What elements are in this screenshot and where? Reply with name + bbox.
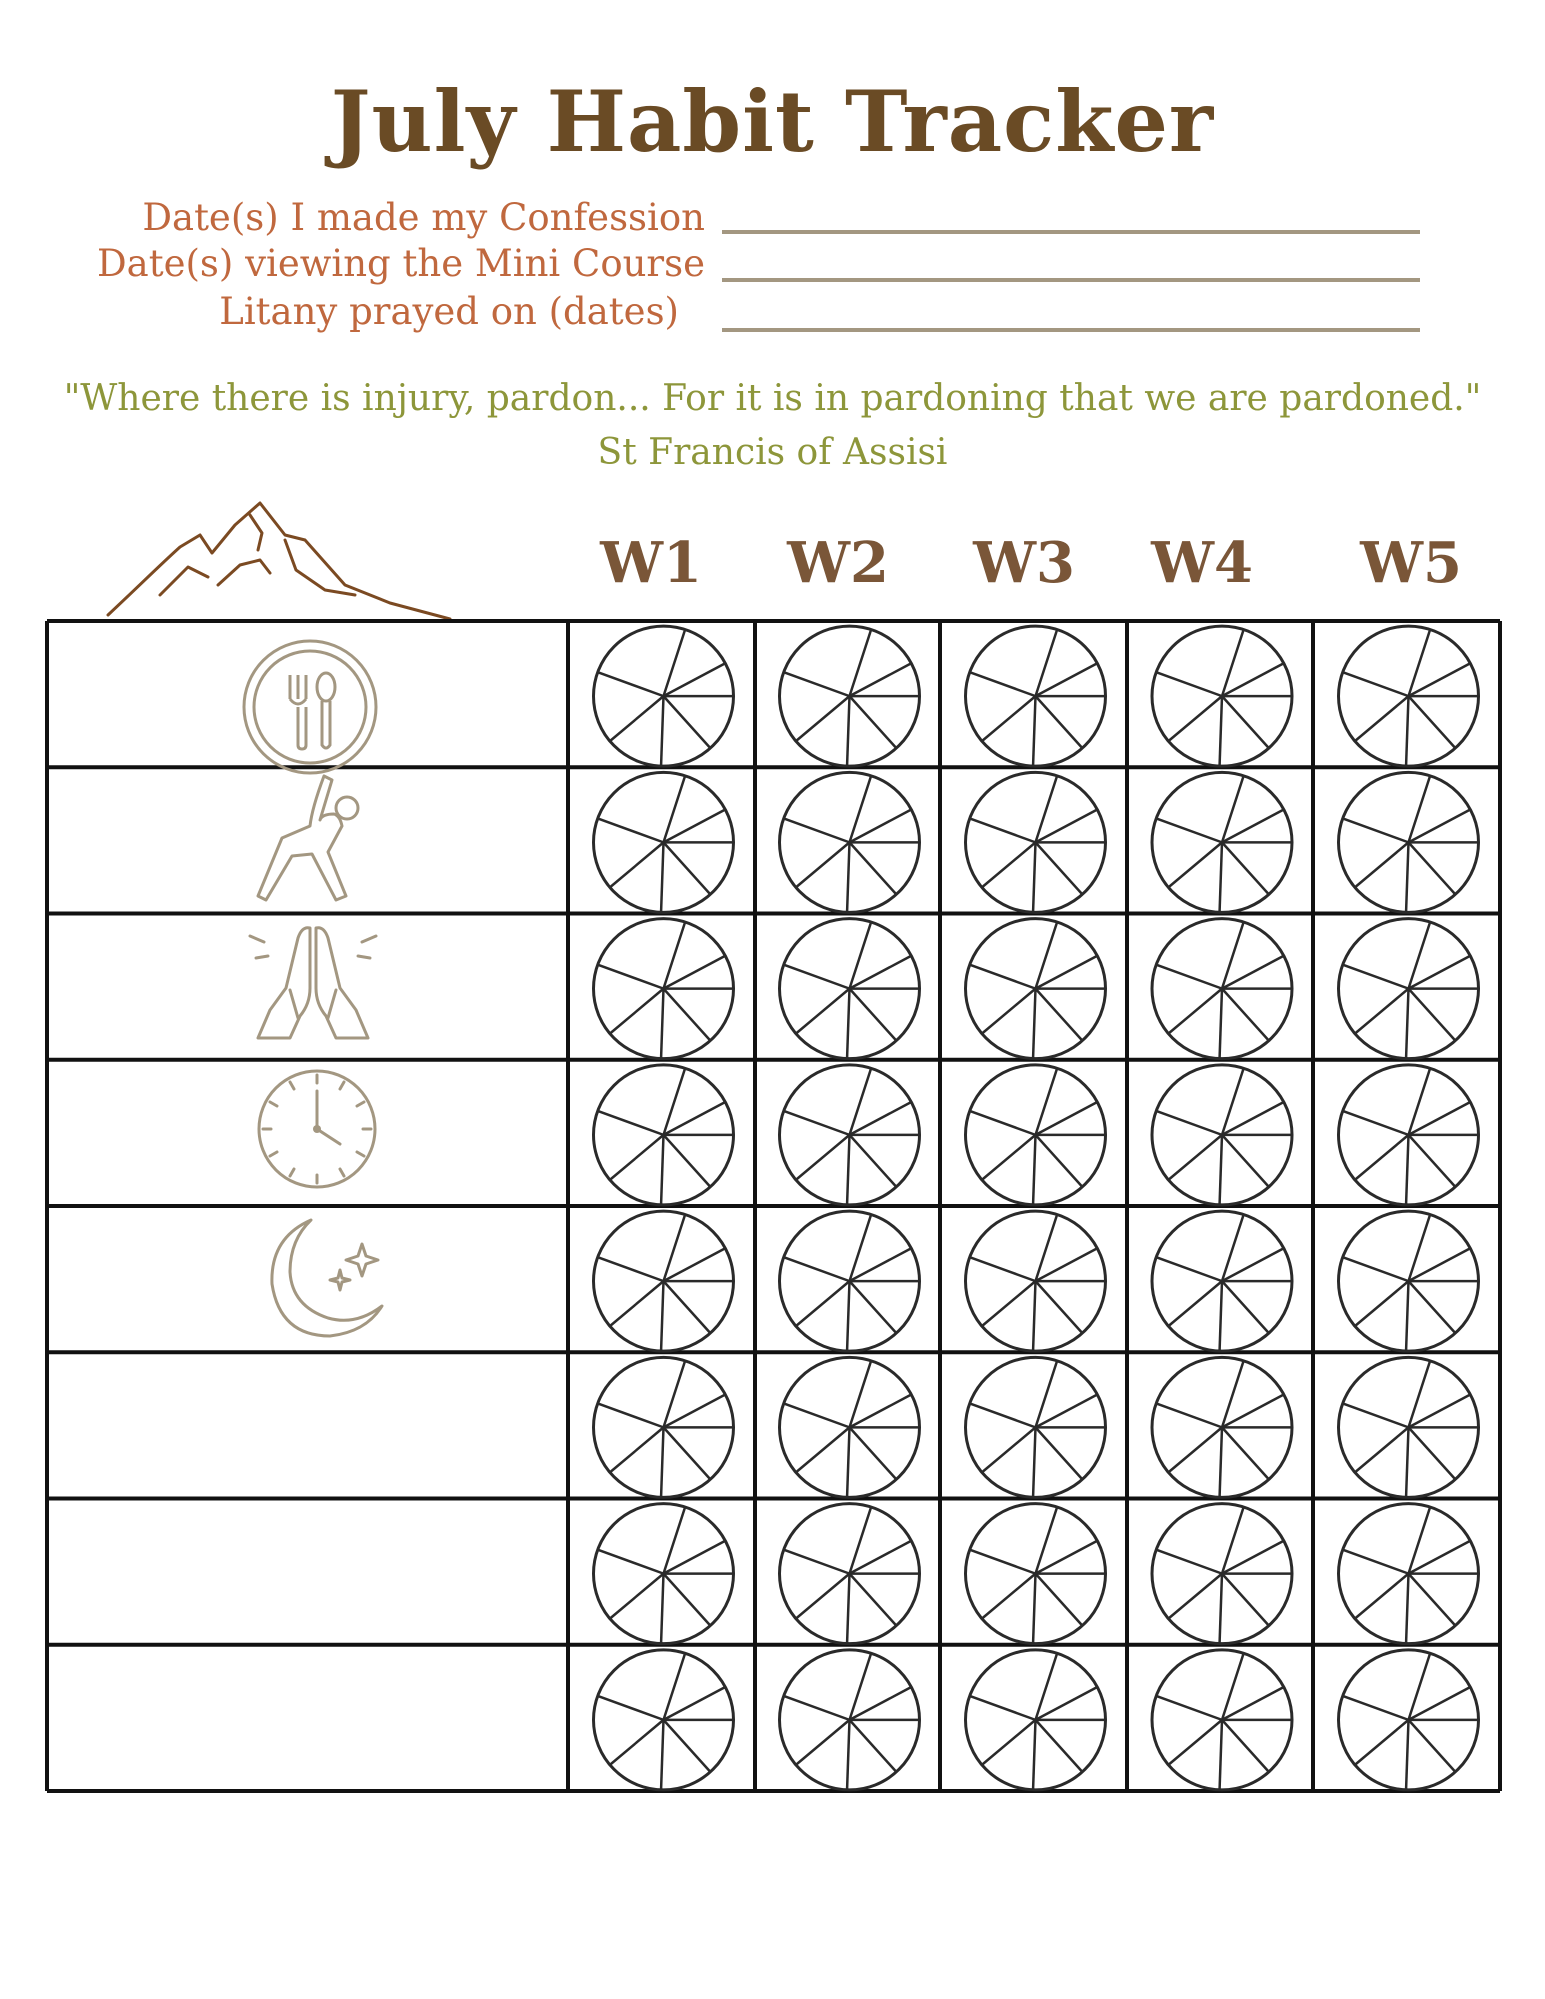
moon-stars-icon: [266, 1214, 396, 1344]
week-day-wheel[interactable]: [1152, 1211, 1292, 1351]
confession-date-label: Date(s) I made my Confession: [142, 196, 705, 239]
week-day-wheel[interactable]: [780, 1065, 920, 1205]
week-day-wheel[interactable]: [1339, 626, 1479, 766]
week-day-wheel[interactable]: [780, 919, 920, 1059]
quote-author: St Francis of Assisi: [597, 432, 948, 473]
week-day-wheel[interactable]: [1339, 1650, 1479, 1790]
week-day-wheel[interactable]: [966, 1504, 1106, 1644]
week-day-wheel[interactable]: [594, 772, 734, 912]
week-label-w5: W5: [1360, 530, 1462, 596]
week-day-wheel[interactable]: [594, 919, 734, 1059]
week-day-wheel[interactable]: [966, 626, 1106, 766]
week-day-wheel[interactable]: [966, 919, 1106, 1059]
plate-fork-spoon-icon: [240, 637, 380, 777]
week-day-wheel[interactable]: [966, 1211, 1106, 1351]
week-label-w4: W4: [1151, 530, 1253, 596]
week-day-wheel[interactable]: [966, 772, 1106, 912]
habit-name-cell[interactable]: [51, 1649, 564, 1787]
week-day-wheel[interactable]: [780, 626, 920, 766]
week-day-wheel[interactable]: [1339, 1211, 1479, 1351]
week-day-wheel[interactable]: [780, 1357, 920, 1497]
page-title: July Habit Tracker: [330, 72, 1215, 171]
week-day-wheel[interactable]: [780, 772, 920, 912]
week-day-wheel[interactable]: [966, 1650, 1106, 1790]
week-day-wheel[interactable]: [1339, 772, 1479, 912]
week-day-wheel[interactable]: [966, 1357, 1106, 1497]
week-day-wheel[interactable]: [780, 1650, 920, 1790]
week-label-w2: W2: [787, 530, 889, 596]
habit-name-cell[interactable]: [51, 1356, 564, 1494]
habit-name-cell[interactable]: [51, 1503, 564, 1641]
week-day-wheel[interactable]: [1339, 919, 1479, 1059]
clock-icon: [254, 1066, 380, 1192]
week-day-wheel[interactable]: [1339, 1504, 1479, 1644]
week-day-wheel[interactable]: [1152, 772, 1292, 912]
week-day-wheel[interactable]: [594, 626, 734, 766]
litany-date-label: Litany prayed on (dates): [219, 290, 679, 333]
week-day-wheel[interactable]: [594, 1357, 734, 1497]
week-day-wheel[interactable]: [1152, 1650, 1292, 1790]
praying-hands-icon: [248, 918, 378, 1048]
week-day-wheel[interactable]: [594, 1065, 734, 1205]
week-day-wheel[interactable]: [1339, 1357, 1479, 1497]
week-label-w1: W1: [600, 530, 702, 596]
quote-text: "Where there is injury, pardon... For it is in pardoning that we are pardoned.": [63, 378, 1482, 419]
week-day-wheel[interactable]: [966, 1065, 1106, 1205]
stretching-person-icon: [252, 768, 382, 908]
week-day-wheel[interactable]: [780, 1504, 920, 1644]
week-day-wheel[interactable]: [1339, 1065, 1479, 1205]
week-day-wheel[interactable]: [1152, 626, 1292, 766]
week-day-wheel[interactable]: [1152, 1357, 1292, 1497]
week-day-wheel[interactable]: [1152, 1065, 1292, 1205]
week-day-wheel[interactable]: [1152, 1504, 1292, 1644]
week-day-wheel[interactable]: [594, 1650, 734, 1790]
mini-course-date-label: Date(s) viewing the Mini Course: [96, 242, 705, 285]
week-day-wheel[interactable]: [780, 1211, 920, 1351]
week-label-w3: W3: [973, 530, 1075, 596]
week-day-wheel[interactable]: [594, 1504, 734, 1644]
week-day-wheel[interactable]: [594, 1211, 734, 1351]
week-day-wheel[interactable]: [1152, 919, 1292, 1059]
